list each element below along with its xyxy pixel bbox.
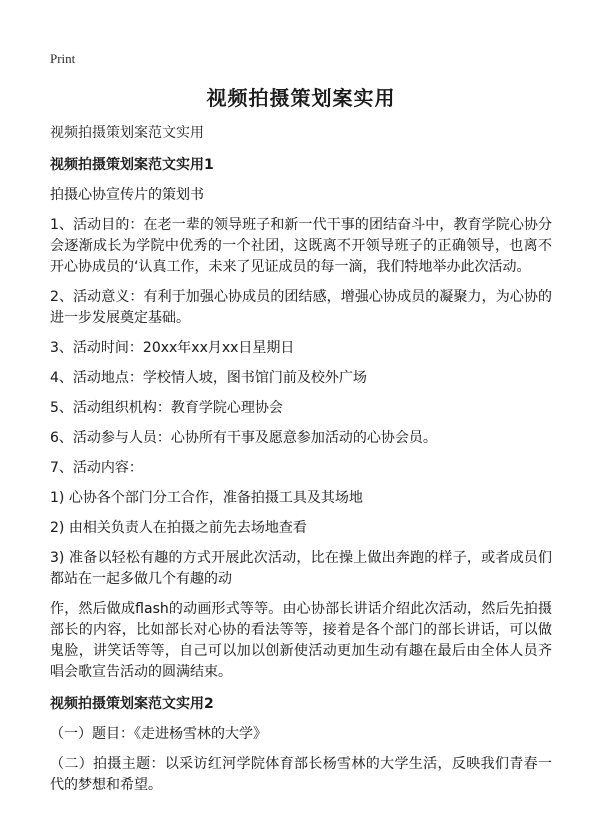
paragraph: 1) 心协各个部门分工合作，准备拍摄工具及其场地 (50, 490, 363, 506)
paragraph: 5、活动组织机构：教育学院心理协会 (50, 400, 283, 416)
paragraph: 6、活动参与人员：心协所有干事及愿意参加活动的心协会员。 (50, 430, 437, 446)
paragraph: 3、活动时间：20xx年xx月xx日星期日 (50, 340, 295, 356)
section-2-heading: 视频拍摄策划案范文实用2 (50, 696, 214, 712)
paragraph: 4、活动地点：学校情人坡，图书馆门前及校外广场 (50, 370, 367, 386)
paragraph: 2) 由相关负责人在拍摄之前先去场地查看 (50, 520, 307, 536)
paragraph: 作，然后做成flash的动画形式等等。由心协部长讲话介绍此次活动，然后先拍摄部长的内容，比如部长对心协的看法等等，接着是各个部门的部长讲话，可以做鬼脸，讲笑话等等，自己可以加以创新使活动更加生动有趣在最后由全体人员齐唱会歌宣告活动的圆满结束。 (50, 601, 552, 680)
paragraph: （二）拍摄主题：以采访红河学院体育部长杨雪林的大学生活，反映我们青春一代的梦想和希望。 (50, 756, 552, 793)
paragraph: 拍摄心协宣传片的策划书 (50, 187, 204, 203)
print-link[interactable]: Print (50, 51, 76, 66)
paragraph: 7、活动内容： (50, 460, 143, 476)
document-subtitle: 视频拍摄策划案范文实用 (50, 125, 204, 141)
page-title: 视频拍摄策划案实用 (206, 86, 396, 110)
paragraph: 2、活动意义：有利于加强心协成员的团结感，增强心协成员的凝聚力，为心协的进一步发展奠定基础。 (50, 289, 552, 326)
paragraph: （一）题目：《走进杨雪林的大学》 (50, 726, 267, 742)
paragraph: 3) 准备以轻松有趣的方式开展此次活动，比在操上做出奔跑的样子，或者成员们都站在一起多做几个有趣的动 (50, 550, 552, 587)
section-1-heading: 视频拍摄策划案范文实用1 (50, 157, 214, 173)
paragraph: 1、活动目的：在老一辈的领导班子和新一代干事的团结奋斗中，教育学院心协分会逐渐成长为学院中优秀的一个社团，这既离不开领导班子的正确领导，也离不开心协成员的‘认真工作，未来了见证成员的每一滴，我们特地举办此次活动。 (50, 217, 552, 275)
